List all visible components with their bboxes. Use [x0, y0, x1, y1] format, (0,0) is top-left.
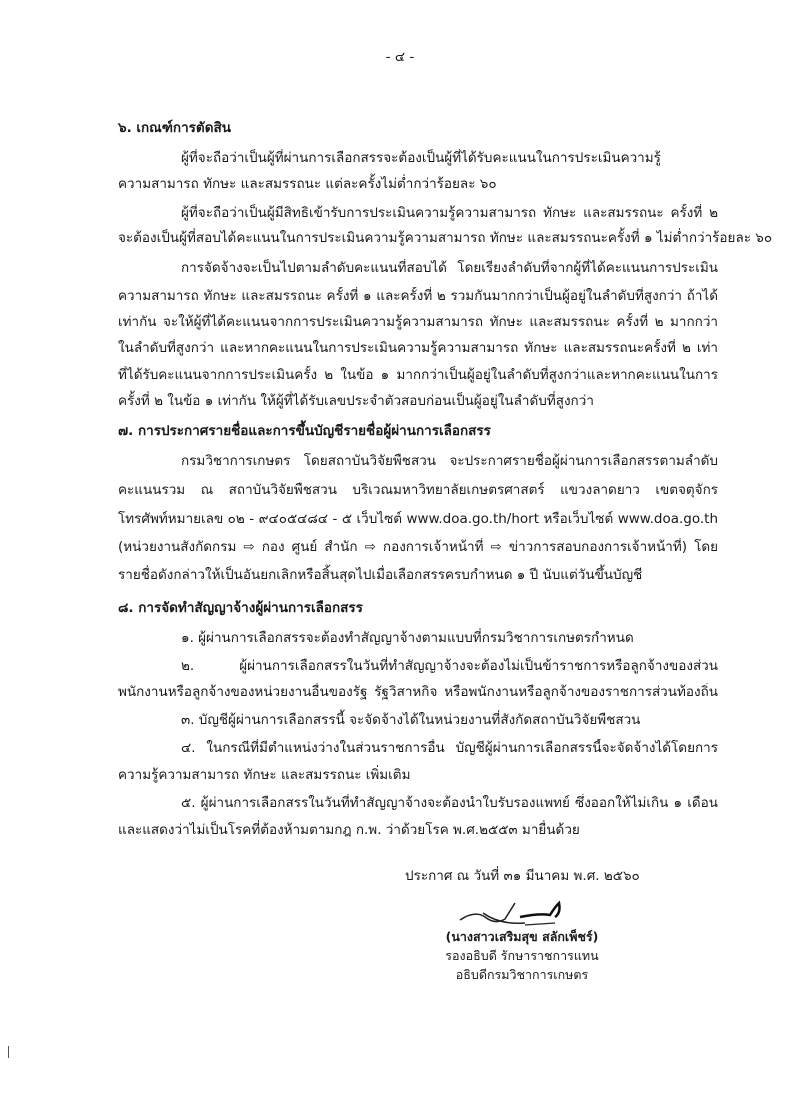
text-line: คะแนนรวม ณ สถาบันวิจัยพืชสวน บริเวณมหาวิทยาลัยเกษตรศาสตร์ แขวงลาดยาว เขตจตุจักร: [118, 482, 718, 498]
text-line: ครั้งที่ ๒ ในข้อ ๑ เท่ากัน ให้ผู้ที่ได้รับเลขประจำตัวสอบก่อนเป็นผู้อยู่ในลำดับที่สูงกว่า: [118, 393, 594, 409]
text-line: ๔. ในกรณีที่มีตำแหน่งว่างในส่วนราชการอื่น บัญชีผู้ผ่านการเลือกสรรนี้จะจัดจ้างได้โดยการ: [181, 740, 718, 756]
text-line: เท่ากัน จะให้ผู้ที่ได้คะแนนจากการประเมินความรู้ความสามารถ ทักษะ และสมรรถนะ ครั้งที่ ๒ มากกว่า: [118, 314, 718, 330]
text-line: และแสดงว่าไม่เป็นโรคที่ต้องห้ามตามกฎ ก.พ. ว่าด้วยโรค พ.ศ.๒๕๕๓ มายื่นด้วย: [118, 822, 580, 838]
text-line: ความสามารถ ทักษะ และสมรรถนะ ครั้งที่ ๑ และครั้งที่ ๒ รวมกันมากกว่าเป็นผู้อยู่ในลำดับที่สูงกว่า ถ้าได้: [118, 288, 718, 304]
text-line: ๑. ผู้ผ่านการเลือกสรรจะต้องทำสัญญาจ้างตามแบบที่กรมวิชาการเกษตรกำหนด: [181, 630, 634, 646]
text-line: ในลำดับที่สูงกว่า และหากคะแนนในการประเมินความรู้ความสามารถ ทักษะ และสมรรถนะครั้งที่ ๒ เท่า: [118, 340, 718, 356]
text-line: รายชื่อดังกล่าวให้เป็นอันยกเลิกหรือสิ้นสุดไปเมื่อเลือกสรรครบกำหนด ๑ ปี นับแต่วันขึ้นบัญชี: [118, 567, 643, 583]
text-line: ผู้ที่จะถือว่าเป็นผู้มีสิทธิเข้ารับการประเมินความรู้ความสามารถ ทักษะ และสมรรถนะ ครั้งที่ ๒: [181, 205, 718, 221]
text-line: ผู้ที่จะถือว่าเป็นผู้ที่ผ่านการเลือกสรรจะต้องเป็นผู้ที่ได้รับคะแนนในการประเมินความรู้: [181, 150, 661, 166]
text-line: ๕. ผู้ผ่านการเลือกสรรในวันที่ทำสัญญาจ้างจะต้องนำใบรับรองแพทย์ ซึ่งออกให้ไม่เกิน ๑ เดือน: [181, 795, 718, 811]
text-line: ที่ได้รับคะแนนจากการประเมินครั้ง ๒ ในข้อ ๑ มากกว่าเป็นผู้อยู่ในลำดับที่สูงกว่าและหากคะแนนในการ: [118, 367, 718, 383]
text-line: ความรู้ความสามารถ ทักษะ และสมรรถนะ เพิ่มเติม: [118, 767, 411, 783]
scan-mark: [8, 1046, 9, 1058]
text-line: พนักงานหรือลูกจ้างของหน่วยงานอื่นของรัฐ รัฐวิสาหกิจ หรือพนักงานหรือลูกจ้างของราชการส่วนท้องถิ่น: [118, 684, 718, 700]
announce-date: ประกาศ ณ วันที่ ๓๑ มีนาคม พ.ศ. ๒๕๖๐: [405, 868, 640, 884]
text-line: กรมวิชาการเกษตร โดยสถาบันวิจัยพืชสวน จะประกาศรายชื่อผู้ผ่านการเลือกสรรตามลำดับ: [181, 453, 718, 469]
text-line: การจัดจ้างจะเป็นไปตามลำดับคะแนนที่สอบได้ โดยเรียงลำดับที่จากผู้ที่ได้คะแนนการประเมิน: [181, 260, 718, 276]
section-heading: ๗. การประกาศรายชื่อและการขึ้นบัญชีรายชื่อผู้ผ่านการเลือกสรร: [118, 423, 491, 439]
text-line: ๒. ผู้ผ่านการเลือกสรรในวันที่ทำสัญญาจ้างจะต้องไม่เป็นข้าราชการหรือลูกจ้างของส่วน: [181, 658, 718, 674]
page-number: - ๔ -: [385, 49, 415, 65]
signatory-position: อธิบดีกรมวิชาการเกษตร: [455, 967, 589, 982]
text-line: ๓. บัญชีผู้ผ่านการเลือกสรรนี้ จะจัดจ้างได้ในหน่วยงานที่สังกัดสถาบันวิจัยพืชสวน: [181, 712, 641, 728]
signatory-position: รองอธิบดี รักษาราชการแทน: [445, 948, 599, 963]
signatory-name: (นางสาวเสริมสุข สลักเพ็ชร์): [445, 929, 599, 944]
section-heading: ๖. เกณฑ์การตัดสิน: [118, 120, 231, 136]
text-line: โทรศัพท์หมายเลข ๐๒ - ๙๔๐๕๔๘๔ - ๕ เว็บไซต์ www.doa.go.th/hort หรือเว็บไซต์ www.doa.go.th: [118, 511, 718, 527]
text-line: ความสามารถ ทักษะ และสมรรถนะ แต่ละครั้งไม่ต่ำกว่าร้อยละ ๖๐: [118, 176, 497, 192]
section-heading: ๘. การจัดทำสัญญาจ้างผู้ผ่านการเลือกสรร: [118, 600, 363, 616]
text-line: (หน่วยงานสังกัดกรม ⇨ กอง ศูนย์ สำนัก ⇨ กองการเจ้าหน้าที่ ⇨ ข่าวการสอบกองการเจ้าหน้าที่) โดย: [118, 539, 718, 555]
text-line: จะต้องเป็นผู้ที่สอบได้คะแนนในการประเมินความรู้ความสามารถ ทักษะ และสมรรถนะครั้งที่ ๑ ไม่ต่ำกว่าร้อยละ ๖๐: [118, 230, 773, 246]
